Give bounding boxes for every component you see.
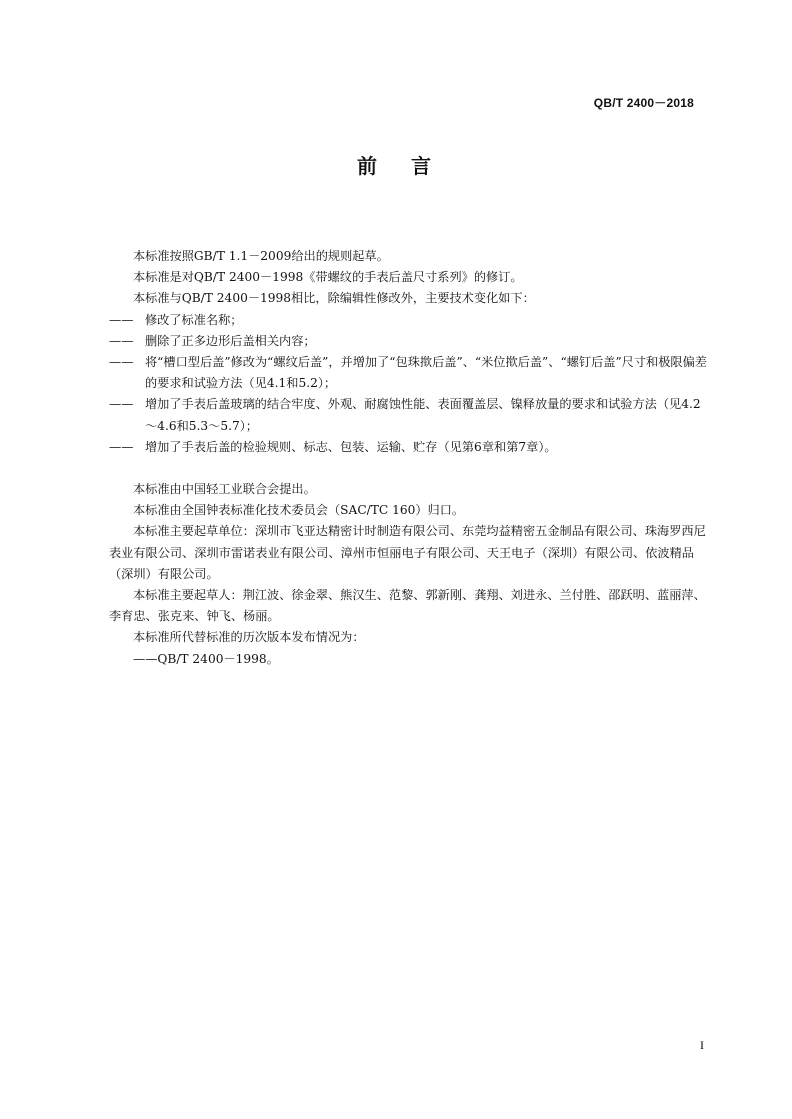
change-item bbox=[109, 394, 709, 436]
list-dash: —— bbox=[109, 439, 134, 454]
change-item bbox=[109, 331, 709, 352]
document-body bbox=[109, 246, 709, 670]
change-item-text: 将“槽口型后盖”修改为“螺纹后盖”，并增加了“包珠揿后盖”、“米位揿后盖”、“螺钉后盖”尺寸和极限偏差的要求和试验方法（见4.1和5.2）； bbox=[145, 355, 707, 391]
page-number: I bbox=[700, 1038, 704, 1052]
section-gap bbox=[109, 458, 709, 479]
paragraph: 本标准由中国轻工业联合会提出。 bbox=[133, 482, 316, 497]
paragraph: 本标准主要起草人：荆江波、徐金翠、熊汉生、范黎、郭新刚、龚翔、刘进永、兰付胜、邵跃明、蓝丽萍、李育忠、张克来、钟飞、杨丽。 bbox=[109, 588, 706, 624]
paragraph: 本标准所代替标准的历次版本发布情况为： bbox=[133, 630, 365, 645]
list-dash: —— bbox=[109, 312, 134, 327]
paragraph: 本标准按照GB/T 1.1－2009给出的规则起草。 bbox=[133, 249, 389, 263]
page-title: 前言 bbox=[357, 154, 465, 178]
change-item bbox=[109, 310, 709, 331]
previous-version-item: ——QB/T 2400－1998。 bbox=[133, 651, 279, 666]
paragraph: 本标准主要起草单位：深圳市飞亚达精密计时制造有限公司、东莞均益精密五金制品有限公司、珠海罗西尼表业有限公司、深圳市雷诺表业有限公司、漳州市恒丽电子有限公司、天王电子（深圳）有限公司、依波精品（深圳）有限公司。 bbox=[109, 524, 706, 581]
paragraph: 本标准是对QB/T 2400－1998《带螺纹的手表后盖尺寸系列》的修订。 bbox=[133, 270, 523, 285]
change-item bbox=[109, 352, 709, 394]
list-dash: —— bbox=[109, 355, 134, 370]
change-item-text: 增加了手表后盖的检验规则、标志、包装、运输、贮存（见第6章和第7章）。 bbox=[145, 439, 557, 454]
change-item-text: 修改了标准名称； bbox=[145, 312, 243, 327]
change-item bbox=[109, 437, 709, 458]
list-dash: —— bbox=[109, 333, 134, 348]
standard-code: QB/T 2400－2018 bbox=[593, 96, 694, 110]
change-item-text: 删除了正多边形后盖相关内容； bbox=[145, 333, 316, 348]
paragraph: 本标准与QB/T 2400－1998相比，除编辑性修改外，主要技术变化如下： bbox=[133, 291, 535, 306]
list-dash: —— bbox=[109, 397, 134, 412]
change-item-text: 增加了手表后盖玻璃的结合牢度、外观、耐腐蚀性能、表面覆盖层、镍释放量的要求和试验方法（见4.2～4.6和5.3～5.7）； bbox=[145, 397, 701, 433]
paragraph: 本标准由全国钟表标准化技术委员会（SAC/TC 160）归口。 bbox=[133, 503, 465, 518]
